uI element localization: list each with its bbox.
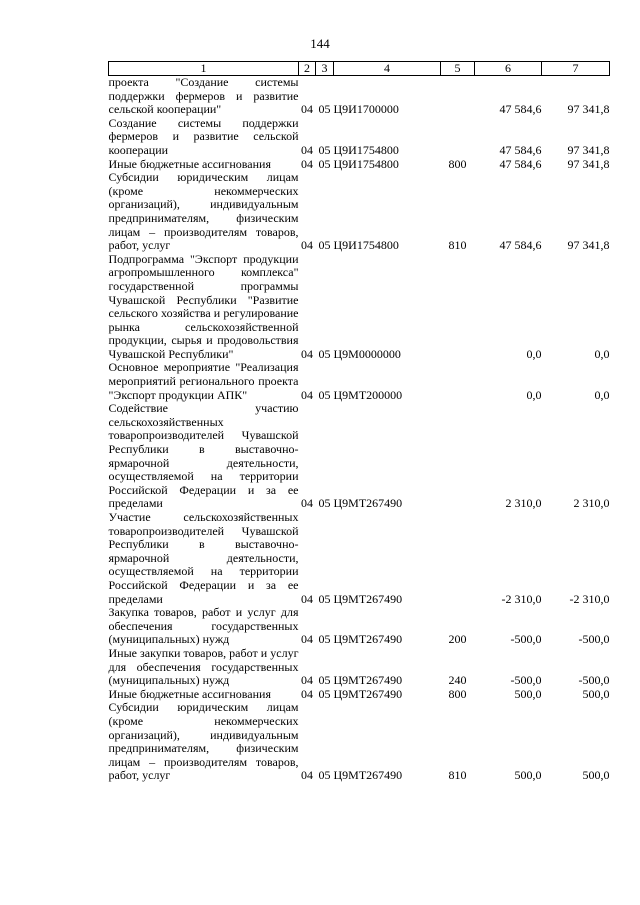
amount-year-2: -2 310,0	[569, 591, 610, 606]
section-code: 04	[301, 238, 313, 253]
subsection-code: 05	[318, 238, 331, 253]
expense-type-code	[441, 361, 475, 402]
row-description: Участие сельскохозяйственных товаропроизводителей Чувашской Республики в выставочно-ярмарочной деятельности, осуществляемой на территории Российской Федерации и за ее пределами	[108, 510, 299, 606]
subsection-code: 05	[318, 142, 331, 157]
section-code: 04	[301, 686, 313, 701]
section-code: 04	[301, 142, 313, 157]
target-article-code: Ц9МТ267490	[333, 768, 403, 783]
target-article-code: Ц9И1754800	[333, 142, 399, 157]
amount-year-2: 0,0	[594, 346, 610, 361]
table-row	[109, 511, 610, 606]
table-row	[109, 701, 610, 783]
expense-type-code	[441, 511, 475, 606]
header-cell: 5	[441, 62, 475, 76]
amount-year-2: 97 341,8	[567, 238, 610, 253]
header-cell: 6	[475, 62, 542, 76]
amount-year-2: 97 341,8	[567, 102, 610, 117]
header-cell: 1	[109, 62, 299, 76]
section-code: 04	[301, 156, 313, 171]
subsection-code: 05	[318, 156, 331, 171]
table-row	[109, 171, 610, 253]
amount-year-1: 0,0	[526, 346, 542, 361]
amount-year-1: 47 584,6	[499, 238, 542, 253]
row-description: Иные бюджетные ассигнования	[108, 156, 271, 171]
subsection-code: 05	[318, 673, 331, 688]
section-code: 04	[301, 632, 313, 647]
amount-year-1: 2 310,0	[505, 496, 542, 511]
table-row	[109, 688, 610, 702]
subsection-code: 05	[318, 686, 331, 701]
row-description: Иные закупки товаров, работ и услуг для обеспечения государственных (муниципальных) нужд	[108, 645, 299, 688]
expense-type-code	[441, 253, 475, 362]
amount-year-1: 47 584,6	[499, 142, 542, 157]
subsection-code: 05	[318, 768, 331, 783]
target-article-code: Ц9МТ267490	[333, 632, 403, 647]
header-cell: 7	[542, 62, 610, 76]
target-article-code: Ц9И1700000	[333, 102, 399, 117]
target-article-code: Ц9МТ267490	[333, 591, 403, 606]
expense-type-code	[441, 117, 475, 158]
amount-year-2: 500,0	[582, 768, 610, 783]
section-code: 04	[301, 496, 313, 511]
subsection-code: 05	[318, 632, 331, 647]
target-article-code: Ц9И1754800	[333, 156, 399, 171]
table-row	[109, 647, 610, 688]
expense-type-code: 810	[448, 768, 467, 783]
section-code: 04	[301, 591, 313, 606]
amount-year-1: 500,0	[514, 686, 542, 701]
target-article-code: Ц9М0000000	[333, 346, 401, 361]
target-article-code: Ц9И1754800	[333, 238, 399, 253]
table-row	[109, 158, 610, 172]
amount-year-1: -2 310,0	[501, 591, 542, 606]
row-description: Подпрограмма "Экспорт продукции агропромышленного комплекса" государственной программы Чувашской Республики "Развитие сельского хозяйства и регулирование рынка сельскохозяйственной продукции, сырья и продовольствия Чувашской Республики"	[108, 251, 299, 361]
subsection-code: 05	[318, 591, 331, 606]
row-description: Иные бюджетные ассигнования	[108, 686, 271, 701]
expense-type-code	[441, 402, 475, 511]
amount-year-1: 47 584,6	[499, 156, 542, 171]
table-row	[109, 402, 610, 511]
table-row	[109, 76, 610, 117]
page-number: 144	[310, 36, 330, 51]
target-article-code: Ц9МТ200000	[333, 387, 403, 402]
section-code: 04	[301, 346, 313, 361]
expense-type-code	[441, 76, 475, 117]
amount-year-2: 97 341,8	[567, 156, 610, 171]
table-header-row	[109, 62, 610, 76]
amount-year-2: -500,0	[578, 632, 610, 647]
table-row	[109, 253, 610, 362]
row-description: Создание системы поддержки фермеров и развитие сельской кооперации	[108, 115, 299, 157]
amount-year-2: 2 310,0	[573, 496, 610, 511]
row-description: Субсидии юридическим лицам (кроме некоммерческих организаций), индивидуальным предпринимателям, физическим лицам – производителям товаров, работ, услуг	[108, 170, 299, 253]
subsection-code: 05	[318, 102, 331, 117]
header-cell: 2	[299, 62, 316, 76]
amount-year-2: -500,0	[578, 673, 610, 688]
row-description: Основное мероприятие "Реализация мероприятий регионального проекта "Экспорт продукции АПК"	[108, 360, 299, 402]
amount-year-1: -500,0	[510, 673, 542, 688]
section-code: 04	[301, 387, 313, 402]
target-article-code: Ц9МТ267490	[333, 673, 403, 688]
amount-year-1: 47 584,6	[499, 102, 542, 117]
target-article-code: Ц9МТ267490	[333, 496, 403, 511]
row-description: проекта "Создание системы поддержки фермеров и развитие сельской кооперации"	[108, 75, 299, 117]
target-article-code: Ц9МТ267490	[333, 686, 403, 701]
amount-year-1: 500,0	[514, 768, 542, 783]
header-cell: 4	[334, 62, 441, 76]
expense-type-code: 810	[448, 238, 467, 253]
section-code: 04	[301, 102, 313, 117]
header-cell: 3	[316, 62, 334, 76]
amount-year-2: 500,0	[582, 686, 610, 701]
subsection-code: 05	[318, 387, 331, 402]
table-row	[109, 361, 610, 402]
subsection-code: 05	[318, 496, 331, 511]
section-code: 04	[301, 768, 313, 783]
row-description: Содействие участию сельскохозяйственных товаропроизводителей Чувашской Республики в выставочно-ярмарочной деятельности, осуществляемой на территории Российской Федерации и за ее пределами	[108, 401, 299, 511]
table-row	[109, 117, 610, 158]
expense-type-code: 240	[448, 673, 467, 688]
budget-table	[108, 61, 610, 783]
amount-year-1: 0,0	[526, 387, 542, 402]
section-code: 04	[301, 673, 313, 688]
expense-type-code: 800	[448, 686, 467, 701]
amount-year-2: 0,0	[594, 387, 610, 402]
expense-type-code: 800	[448, 156, 467, 171]
row-description: Закупка товаров, работ и услуг для обеспечения государственных (муниципальных) нужд	[108, 605, 299, 647]
expense-type-code: 200	[448, 632, 467, 647]
amount-year-1: -500,0	[510, 632, 542, 647]
subsection-code: 05	[318, 346, 331, 361]
amount-year-2: 97 341,8	[567, 142, 610, 157]
row-description: Субсидии юридическим лицам (кроме некоммерческих организаций), индивидуальным предпринимателям, физическим лицам – производителям товаров, работ, услуг	[108, 700, 299, 783]
table-row	[109, 606, 610, 647]
